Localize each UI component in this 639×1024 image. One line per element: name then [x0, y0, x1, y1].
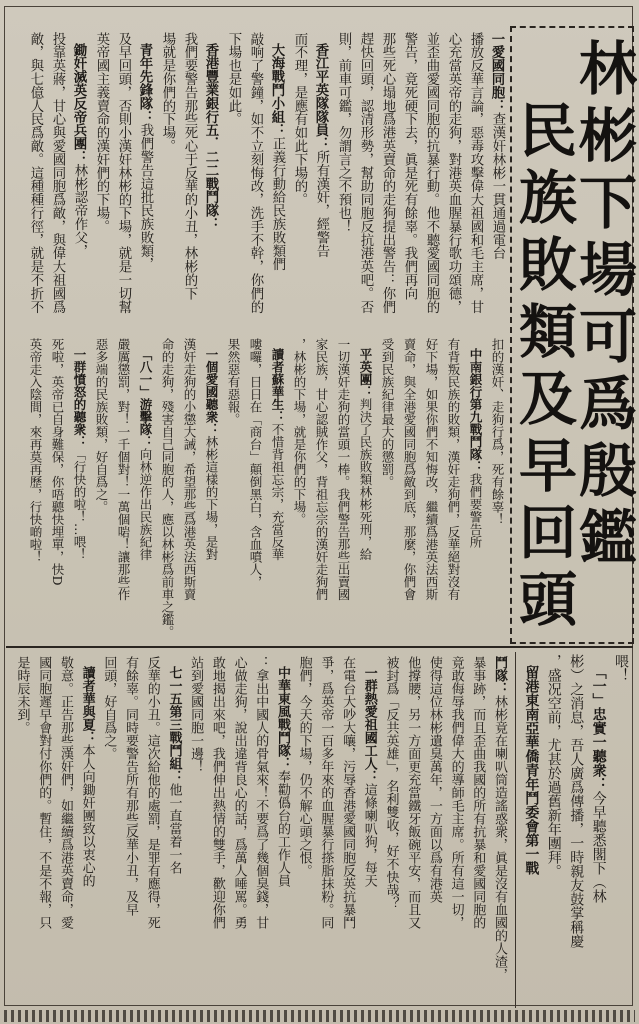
column-text: 查漢奸林彬一貫通過電台 — [490, 112, 505, 260]
text-column — [464, 338, 486, 643]
text-column: 他撐腰，另一方面更充當鐵牙飯碗平安，而且又 — [405, 656, 421, 929]
column-text: 林彬認帝作父， — [72, 163, 87, 258]
text-column: 趕快回頭，認清形勢，幫助同胞反抗港英吧。否 — [358, 32, 373, 314]
byline-label: 鬥隊： — [492, 656, 507, 695]
text-column — [488, 656, 510, 1006]
text-column: 好下場，如果你們不知悔改，繼續爲港英法西斯 — [424, 338, 439, 601]
byline-label: 平英團： — [358, 348, 373, 398]
text-column — [587, 654, 609, 1006]
text-column: 一切漢奸走狗的當頭一棒。我們警告那些出賣國 — [336, 338, 351, 601]
byline-label: 一群熱愛祖國工人： — [361, 666, 377, 784]
byline-label: 一群憤怒的聽衆： — [72, 348, 87, 448]
text-column: 嚴厲懲罰，對！一千個對！一萬個啱！讓那些作 — [116, 338, 131, 601]
text-column — [271, 656, 293, 1006]
article-block-middle — [24, 338, 508, 643]
text-column: 彬）之消息，吾人廣爲傳播，一時親友鼓掌稱慶 — [568, 654, 585, 948]
text-column: 警告，竟死硬下去，眞是死有餘辜。我們再向 — [402, 32, 417, 300]
text-column: 竟敢侮辱我們偉大的導師毛主席。所有這一切， — [448, 656, 464, 929]
column-text: 正義行動給民族敗類們 — [270, 136, 285, 271]
text-column: 受到民族紀律最大的懲罰。 — [380, 338, 395, 488]
column-text: 今早聽悉閣下（林 — [590, 791, 607, 904]
column-text: 不惜背祖忘宗，充當反華 — [270, 423, 285, 561]
text-column: 喂！ — [613, 654, 629, 682]
text-column: 敢地揭出來吧，我們伸出熱情的雙手，歡迎你們 — [209, 656, 225, 929]
text-column: ：拿出中國人的骨氣來！不要爲了幾個臭錢，甘 — [253, 656, 269, 929]
headline-line-1: 林彬下場可爲殷鑑 — [569, 38, 637, 574]
text-column — [266, 338, 288, 643]
text-column: 播放反華言論，惡毒攻擊偉大祖國和毛主席，甘 — [468, 32, 483, 314]
byline-label: 中華東風戰鬥隊： — [274, 666, 290, 771]
section-divider — [6, 646, 633, 648]
column-text: 這條喇叭狗，每天 — [361, 783, 377, 888]
text-column: 那些死心塌地爲港英賣命的走狗提出警告：你們 — [380, 32, 395, 314]
text-column: 在電台大吵大嚷，污辱香港愛國同胞反英抗暴鬥 — [340, 656, 356, 929]
text-column: 站到愛國同胞一邊！ — [188, 656, 204, 773]
text-column: 惡多端的民族敗類，好自爲之。 — [94, 338, 109, 513]
column-text: 判決了民族敗類林彬死刑，給 — [358, 398, 373, 561]
byline-label: 七一五第三戰鬥組： — [166, 666, 182, 784]
byline-label: 「一」忠實一聽衆： — [590, 665, 607, 792]
text-column: 家民族，甘心認賊作父，背祖忘宗的漢奸走狗們 — [314, 338, 329, 601]
byline-label: 一個愛國聽衆： — [204, 348, 219, 436]
text-column — [134, 32, 156, 332]
text-column: 被封爲「反共英雄」，名利雙收，好不快哉？ — [383, 656, 399, 910]
text-column: 命的走狗，殘害自己同胞的人，應以林彬爲前車之鑑。 — [160, 338, 175, 638]
text-column: 有餘辜。同時要警告所有那些反華小丑，及早 — [123, 656, 139, 916]
text-column: 並歪曲愛國同胞的抗暴行動。他不聽愛國同胞的 — [424, 32, 439, 314]
text-column: 而不理，是應有如此下場的。 — [292, 32, 307, 207]
text-column — [486, 32, 508, 332]
text-column: 國同胞遲早會對付你們的。暫住，不是不報，只 — [36, 656, 52, 929]
text-column — [520, 654, 542, 1006]
text-column: 使得這位林彬遺臭萬年，一方面以爲有港英 — [426, 656, 442, 903]
text-column: 敬意。正告那些漢奸們，如繼續爲港英賣命，愛 — [57, 656, 73, 929]
column-text: 本人向鋤奸團致以衷心的 — [79, 744, 95, 888]
decorative-border — [4, 1010, 635, 1022]
text-column: 漢奸走狗的小懲大誡，希望那些爲港英法西斯賣 — [182, 338, 197, 601]
byline-label: 「八一」游擊隊： — [138, 348, 153, 448]
byline-label: 讀者華與夏： — [79, 666, 95, 745]
column-text: 林彬竟在喇叭筒造謠惑衆，眞是沒有血國的人渣， — [492, 695, 507, 981]
article-block-top — [24, 32, 508, 332]
text-column: 我們要警告那些死心于反華的小丑，林彬的下 — [182, 32, 197, 300]
byline-label: 青年先鋒隊： — [137, 42, 153, 124]
text-column — [200, 338, 222, 643]
text-column — [163, 656, 185, 1006]
text-column: 英帝國主義賣命的漢奸們的下場。 — [94, 32, 109, 233]
column-text: 所有漢奸，經警告 — [314, 149, 329, 258]
text-column: 及早回頭，否則小漢奸林彬的下場，就是一切幫 — [116, 32, 131, 314]
article-block-bottom-left — [10, 656, 510, 1006]
byline-label: 大海戰鬥小組： — [269, 42, 285, 137]
column-text: 「行快的啦！…喂！ — [72, 448, 87, 561]
text-column: 賣命，與全港愛國同胞爲敵到底，那麼，你們會 — [402, 338, 417, 601]
text-column: 爭，爲英帝一百多年來的血腥暴行搽脂抹粉。同 — [318, 656, 334, 929]
text-column — [134, 338, 156, 643]
text-column: 胞們，今天的下場，仍不解心頭之恨。 — [296, 656, 312, 877]
column-text: 我們警告這批民族敗類， — [138, 123, 153, 271]
byline-label: 香港豐業銀行五．二二戰鬥隊： — [203, 42, 219, 231]
column-divider — [515, 652, 516, 1008]
text-column: 回頭，好自爲之。 — [101, 656, 117, 760]
text-column: ，盛况空前，尤甚於過舊新年團拜。 — [545, 654, 562, 878]
text-column — [200, 32, 222, 332]
byline-label: 讀者蘇華生： — [270, 348, 285, 423]
text-column — [310, 32, 332, 332]
byline-label: 香江平英隊隊員： — [313, 42, 329, 150]
text-column — [354, 338, 376, 643]
byline-label: 中南銀行第九戰鬥隊： — [468, 348, 483, 473]
text-column: 敵，與七億人民爲敵。這種種行徑，就是不折不 — [28, 32, 43, 314]
text-column: 扣的漢奸、走狗行爲，死有餘辜！ — [490, 338, 505, 526]
column-text: 向林逆作出民族紀律 — [138, 448, 153, 561]
text-column: 是時辰未到。 — [14, 656, 30, 734]
text-column: 死啦，英帝已自身難保，你唔聽快埋單，快D — [50, 338, 65, 586]
text-column — [68, 338, 90, 643]
headline-line-2: 民族敗類及早回頭 — [509, 100, 577, 636]
text-column: 場就是你們的下場。 — [160, 32, 175, 153]
text-column: 投靠英蔣，甘心與愛國同胞爲敵，與偉大祖國爲 — [50, 32, 65, 314]
byline-label: 留港東南亞華僑青年鬥委會第一戰 — [523, 665, 540, 876]
byline-label: 一愛國同胞： — [489, 32, 505, 113]
text-column: 嘍囉，日日在「商台」顛倒黑白，含血噴人， — [248, 338, 263, 588]
text-column — [76, 656, 98, 1006]
column-text: 我們要警告所 — [468, 473, 483, 548]
text-column: 心充當英帝的走狗，對港英血腥暴行歌功頌德， — [446, 32, 461, 314]
text-column — [358, 656, 380, 1006]
text-column: ，林彬的下場，就是你們的下場。 — [292, 338, 307, 526]
column-text: 他一直當着一名 — [166, 783, 182, 875]
text-column: 敲响了警鐘，如不立刻悔改，洗手不幹，你們的 — [248, 32, 263, 314]
text-column: 反華的小丑。這次給他的處罰，是罪有應得，死 — [144, 656, 160, 929]
byline-label: 鋤奸滅英反帝兵團： — [71, 42, 87, 164]
column-text: 林彬這樣的下場，是對 — [204, 435, 219, 561]
text-column — [68, 32, 90, 332]
text-column: 則，前車可鑑，勿謂言之不預也！ — [336, 32, 351, 233]
text-column: 果然惡有惡報。 — [226, 338, 241, 426]
text-column: 心做走狗，說出違背良心的話，爲萬人唾罵。勇 — [231, 656, 247, 929]
text-column: 英帝走入陰間，來再莫再歷，行快啲啦！ — [28, 338, 43, 563]
column-text: 奉勸僞台的工作人員 — [274, 770, 290, 888]
text-column: 暴事跡，而且歪曲我國的所有抗暴和愛國同胞的 — [470, 656, 486, 929]
text-column: 下場也是如此。 — [226, 32, 241, 126]
article-block-bottom-right — [520, 654, 632, 1006]
text-column: 有背叛民族的敗類，漢奸走狗們，反華絕對沒有 — [446, 338, 461, 601]
text-column — [266, 32, 288, 332]
